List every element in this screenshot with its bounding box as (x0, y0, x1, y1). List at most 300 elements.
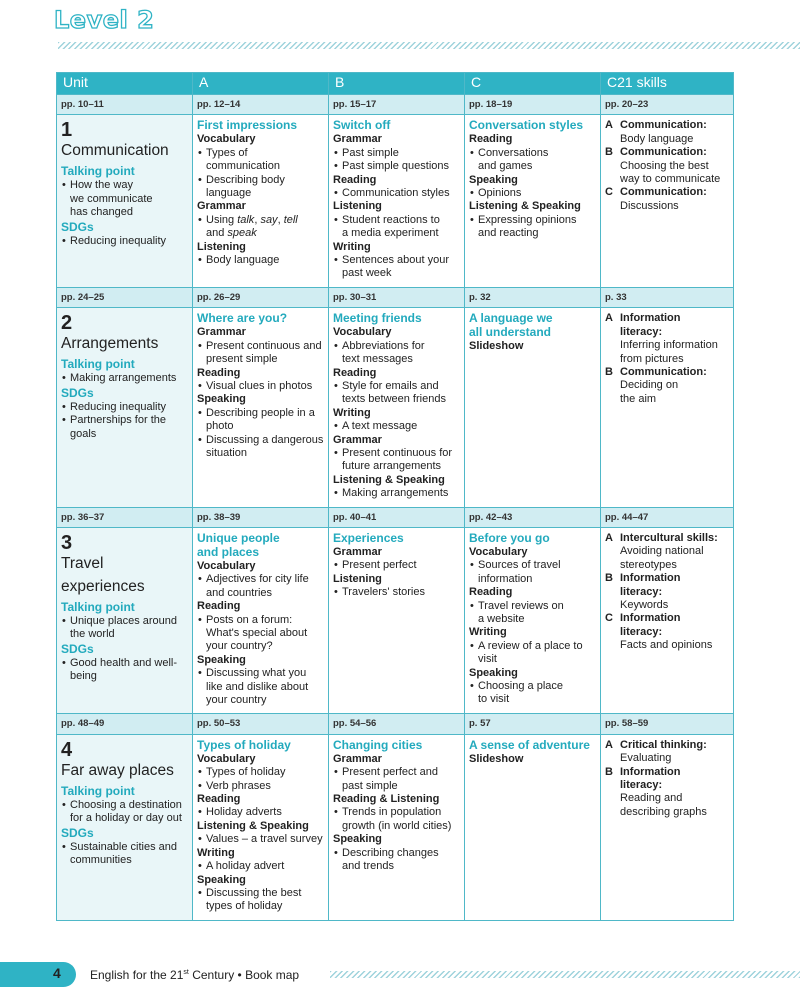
page-range: pp. 24–25 (57, 287, 193, 307)
list-item-line: • Choosing a place (478, 680, 564, 693)
c21-skill-text (620, 312, 729, 366)
skill-heading: Grammar (333, 133, 382, 146)
list-item-line: • How the way (70, 179, 133, 192)
c21-skills-cell (601, 734, 734, 920)
list-item (333, 380, 460, 407)
c21-lesson-letter: A (605, 312, 613, 325)
footer-title (90, 968, 299, 982)
page-number: 4 (53, 965, 61, 981)
list-item-line: communities (70, 854, 132, 867)
c21-skill-entry (605, 186, 729, 213)
c21-skill-text (620, 119, 729, 146)
unit-number: 2 (61, 312, 73, 335)
list-item (333, 806, 460, 833)
lesson-title: Experiences (333, 530, 404, 545)
page-range: pp. 48–49 (57, 714, 193, 734)
page-range: pp. 20–23 (601, 95, 734, 115)
skill-heading: Speaking (197, 393, 246, 406)
list-item-line: • Travel reviews on (478, 599, 564, 612)
lesson-title: A language we (469, 311, 553, 326)
list-item (333, 766, 460, 793)
c21-skill-heading: literacy: (620, 325, 663, 338)
list-item-line: past week (342, 267, 392, 280)
list-item-line: has changed (70, 206, 133, 219)
skill-heading: Reading (197, 793, 241, 806)
lesson-cell (329, 734, 465, 920)
list-item-line: • Good health and well- (70, 656, 178, 669)
skill-heading: Reading (333, 366, 377, 379)
skill-heading: Writing (469, 626, 507, 639)
footer-hatch-divider (330, 971, 800, 978)
list-item (197, 860, 324, 873)
c21-skill-detail: Inferring information (620, 339, 718, 352)
unit-cell (57, 308, 193, 507)
list-item (197, 766, 324, 779)
list-item-line: • Trends in population (342, 806, 442, 819)
c21-skill-detail: the aim (620, 392, 657, 405)
c21-skills-cell (601, 527, 734, 713)
list-item (197, 380, 324, 393)
list-item (333, 487, 460, 500)
list-item-line: future arrangements (342, 460, 442, 473)
c21-skill-heading: Information (620, 312, 681, 325)
list-item (469, 600, 596, 627)
c21-skill-entry (605, 532, 729, 572)
c21-skill-text (620, 766, 729, 820)
lesson-cell (193, 527, 329, 713)
unit-name: Travel (61, 554, 104, 572)
skill-heading: Listening (333, 200, 382, 213)
list-item-line: texts between friends (342, 393, 446, 406)
c21-skill-detail: describing graphs (620, 805, 707, 818)
skill-heading: Grammar (333, 433, 382, 446)
c21-skill-entry (605, 739, 729, 766)
page-range: pp. 26–29 (193, 287, 329, 307)
c21-lesson-letter: A (605, 119, 613, 132)
lesson-cell (329, 115, 465, 287)
lesson-cell (465, 308, 601, 507)
unit-cell (57, 527, 193, 713)
unit-number: 4 (61, 738, 73, 761)
unit-row (57, 734, 734, 920)
c21-skill-heading: literacy: (620, 779, 663, 792)
c21-skill-detail: way to communicate (620, 173, 721, 186)
list-item (197, 174, 324, 201)
skill-heading: Reading (469, 133, 513, 146)
skill-heading: Speaking (469, 666, 518, 679)
list-item-line: • Reducing inequality (70, 400, 167, 413)
list-item-line: • Student reactions to (342, 213, 440, 226)
c21-skill-entry (605, 572, 729, 612)
list-item-line: • Choosing a destination (70, 798, 182, 811)
lesson-title: all understand (469, 325, 552, 340)
skill-heading: Vocabulary (197, 133, 256, 146)
list-item (61, 401, 188, 414)
list-item (197, 573, 324, 600)
level-title: Level 2 (54, 6, 155, 34)
book-map-table (56, 72, 734, 921)
unit-number: 3 (61, 531, 73, 554)
c21-skill-text (620, 366, 729, 406)
list-item-line: • Sources of travel (478, 559, 561, 572)
list-item-line: and reacting (478, 227, 539, 240)
c21-skill-text (620, 739, 729, 766)
list-item-line: • Past simple questions (342, 160, 449, 173)
skill-heading: Writing (333, 406, 371, 419)
lesson-title: First impressions (197, 118, 298, 133)
list-item (61, 657, 188, 684)
list-item-line: • Posts on a forum: (206, 613, 293, 626)
sdgs-heading: SDGs (61, 641, 94, 656)
skill-heading: Listening & Speaking (469, 200, 581, 213)
c21-skill-detail: Discussions (620, 199, 679, 212)
list-item (197, 614, 324, 654)
list-item-line: your country? (206, 640, 273, 653)
c21-lesson-letter: A (605, 531, 613, 544)
skill-heading: Vocabulary (197, 559, 256, 572)
lesson-cell (329, 308, 465, 507)
lesson-cell (193, 734, 329, 920)
list-item (333, 447, 460, 474)
skill-heading: Listening & Speaking (333, 473, 445, 486)
header-hatch-divider (58, 42, 800, 49)
list-item-line: language (206, 187, 252, 200)
book-map-body (57, 95, 734, 921)
list-item (61, 414, 188, 441)
c21-skill-text (620, 146, 729, 186)
list-item (197, 407, 324, 434)
c21-skill-text (620, 612, 729, 652)
list-item-line: your country (206, 694, 267, 707)
skill-heading: Listening (197, 240, 246, 253)
page-range: p. 57 (465, 714, 601, 734)
c21-lesson-letter: B (605, 146, 613, 159)
list-item (61, 615, 188, 642)
list-item-line: past simple (342, 779, 398, 792)
list-item (61, 179, 188, 219)
page-range: pp. 58–59 (601, 714, 734, 734)
list-item (61, 235, 188, 248)
list-item (333, 147, 460, 160)
list-item (197, 434, 324, 461)
page-range: pp. 44–47 (601, 507, 734, 527)
skill-heading: Speaking (333, 833, 382, 846)
page-range: pp. 10–11 (57, 95, 193, 115)
list-item-line: growth (in world cities) (342, 819, 452, 832)
c21-skill-detail: Facts and opinions (620, 639, 713, 652)
list-item (333, 420, 460, 433)
list-item (197, 667, 324, 707)
pages-row (57, 507, 734, 527)
c21-lesson-letter: B (605, 572, 613, 585)
c21-skill-heading: Communication: (620, 146, 707, 159)
list-item-line: we communicate (70, 192, 153, 205)
skill-heading: Writing (197, 846, 235, 859)
list-item (197, 340, 324, 367)
list-item (469, 147, 596, 174)
skill-heading: Grammar (197, 326, 246, 339)
list-item-line: visit (478, 653, 497, 666)
list-item-line: • Holiday adverts (206, 806, 282, 819)
list-item-line: • Past simple (342, 146, 399, 159)
list-item-line: types of holiday (206, 900, 283, 913)
list-item (197, 254, 324, 267)
page-number-badge (0, 962, 76, 987)
list-item-line: information (478, 572, 533, 585)
list-item (197, 833, 324, 846)
lesson-title: Before you go (469, 530, 550, 545)
c21-skill-entry (605, 119, 729, 146)
skill-heading: Listening (333, 572, 382, 585)
page-range: p. 33 (601, 287, 734, 307)
c21-skill-heading: Communication: (620, 186, 707, 199)
table-header-row (57, 73, 734, 95)
list-item-line: • Verb phrases (206, 779, 271, 792)
list-item-line: and trends (342, 860, 394, 873)
lesson-title: Types of holiday (197, 737, 291, 752)
c21-skill-detail: Reading and (620, 792, 683, 805)
c21-skill-text (620, 572, 729, 612)
skill-heading: Slideshow (469, 752, 524, 765)
unit-row (57, 308, 734, 507)
list-item-line: • Expressing opinions (478, 213, 577, 226)
lesson-cell (193, 115, 329, 287)
c21-lesson-letter: A (605, 738, 613, 751)
list-item-line: to visit (478, 693, 510, 706)
list-item-line: • Visual clues in photos (206, 379, 313, 392)
lesson-title: Conversation styles (469, 118, 584, 133)
list-item (469, 187, 596, 200)
list-item-line: • Sustainable cities and (70, 840, 178, 853)
list-item-line: a media experiment (342, 227, 439, 240)
unit-cell (57, 734, 193, 920)
list-item-line: present simple (206, 353, 278, 366)
footer-text-before: English for the 21 (90, 968, 184, 982)
list-item (469, 680, 596, 707)
skill-heading: Reading (197, 600, 241, 613)
list-item-line: • Discussing what you (206, 667, 307, 680)
c21-skill-heading: Information (620, 765, 681, 778)
list-item-line: • Using talk, say, tell (206, 213, 298, 226)
skill-heading: Vocabulary (197, 752, 256, 765)
header-a: A (193, 73, 329, 95)
list-item-line: • Travelers' stories (342, 586, 425, 599)
list-item-line: • Types of holiday (206, 766, 286, 779)
list-item (197, 147, 324, 174)
list-item-line: • Describing people in a (206, 406, 315, 419)
c21-skill-detail: Evaluating (620, 752, 672, 765)
sdgs-heading: SDGs (61, 825, 94, 840)
list-item-line: • Making arrangements (70, 372, 177, 385)
list-item-line: photo (206, 420, 234, 433)
list-item-line: What's special about (206, 627, 308, 639)
c21-skill-heading: Critical thinking: (620, 738, 707, 751)
c21-skill-entry (605, 312, 729, 366)
list-item (61, 799, 188, 826)
talking-point-heading: Talking point (61, 783, 135, 798)
c21-skill-text (620, 532, 729, 572)
sdgs-heading: SDGs (61, 385, 94, 400)
skill-heading: Writing (333, 240, 371, 253)
list-item-line: • Conversations (478, 146, 549, 159)
list-item (469, 559, 596, 586)
list-item (61, 372, 188, 385)
list-item-line: • Present perfect (342, 559, 417, 572)
pages-row (57, 95, 734, 115)
pages-row (57, 287, 734, 307)
list-item-line: being (70, 670, 97, 683)
list-item-line: and countries (206, 586, 273, 599)
list-item-line: • Adjectives for city life (206, 573, 309, 586)
list-item-line: • Describing body (206, 173, 285, 186)
skill-heading: Speaking (469, 173, 518, 186)
footer-superscript: st (183, 969, 189, 976)
skill-heading: Grammar (333, 752, 382, 765)
lesson-title: Switch off (333, 118, 391, 133)
lesson-title: Unique people (197, 530, 280, 545)
c21-skill-entry (605, 366, 729, 406)
c21-skill-detail: Choosing the best (620, 159, 709, 172)
skill-heading: Reading (333, 173, 377, 186)
lesson-title: and places (197, 544, 260, 559)
list-item-line: like and dislike about (206, 680, 309, 693)
list-item (197, 887, 324, 914)
list-item (333, 187, 460, 200)
list-item-line: • Making arrangements (342, 487, 449, 500)
list-item-line: • A holiday advert (206, 860, 285, 873)
list-item (333, 586, 460, 599)
skill-heading: Listening & Speaking (197, 819, 309, 832)
list-item (333, 559, 460, 572)
skill-heading: Grammar (333, 545, 382, 558)
lesson-title: A sense of adventure (469, 737, 590, 752)
list-item-line: • Present perfect and (342, 766, 439, 779)
page-range: pp. 42–43 (465, 507, 601, 527)
page-range: pp. 36–37 (57, 507, 193, 527)
c21-lesson-letter: B (605, 365, 613, 378)
c21-lesson-letter: C (605, 186, 613, 199)
c21-skill-heading: literacy: (620, 585, 663, 598)
talking-point-heading: Talking point (61, 164, 135, 179)
c21-skill-detail: Keywords (620, 599, 669, 611)
list-item (333, 847, 460, 874)
list-item (197, 806, 324, 819)
unit-cell (57, 115, 193, 287)
list-item-line: a website (478, 613, 525, 625)
list-item-line: for a holiday or day out (70, 812, 182, 825)
list-item-line: • Present continuous and (206, 339, 322, 352)
c21-skills-cell (601, 115, 734, 287)
c21-skill-detail: Body language (620, 132, 694, 145)
c21-skill-detail: from pictures (620, 352, 684, 365)
list-item-line: • Reducing inequality (70, 234, 167, 247)
footer-text-after: Century • Book map (188, 968, 300, 982)
skill-heading: Speaking (197, 653, 246, 666)
list-item-line: • Style for emails and (342, 379, 439, 392)
list-item-line: • Types of (206, 146, 248, 159)
unit-name: experiences (61, 577, 145, 595)
list-item-line: • Partnerships for the (70, 414, 166, 427)
c21-skill-text (620, 186, 729, 213)
skill-heading: Reading (469, 586, 513, 599)
list-item (197, 214, 324, 241)
skill-heading: Slideshow (469, 340, 524, 353)
skill-heading: Vocabulary (333, 326, 392, 339)
list-item-line: communication (206, 160, 280, 173)
lesson-title: Meeting friends (333, 311, 422, 326)
skill-heading: Speaking (197, 873, 246, 886)
list-item-line: text messages (342, 353, 413, 366)
list-item-line: • Discussing the best (206, 886, 302, 899)
page-range: pp. 38–39 (193, 507, 329, 527)
c21-skill-entry (605, 146, 729, 186)
list-item (197, 780, 324, 793)
c21-skill-heading: Intercultural skills: (620, 531, 718, 544)
talking-point-heading: Talking point (61, 599, 135, 614)
lesson-cell (329, 527, 465, 713)
c21-skill-heading: Communication: (620, 119, 707, 132)
list-item-line: • Communication styles (342, 187, 450, 200)
c21-skill-detail: Deciding on (620, 379, 679, 392)
list-item (333, 254, 460, 281)
list-item (469, 640, 596, 667)
pages-row (57, 714, 734, 734)
lesson-title: Changing cities (333, 737, 423, 752)
lesson-title: Where are you? (197, 311, 288, 326)
list-item-line: and speak (206, 227, 257, 240)
list-item-line: • Discussing a dangerous (206, 433, 324, 446)
list-item (333, 214, 460, 241)
list-item (333, 160, 460, 173)
list-item (469, 214, 596, 241)
c21-lesson-letter: C (605, 612, 613, 625)
list-item-line: and games (478, 160, 533, 173)
unit-number: 1 (61, 119, 73, 142)
list-item-line: • Sentences about your (342, 254, 450, 267)
page-range: pp. 30–31 (329, 287, 465, 307)
header-c21-skills: C21 skills (601, 73, 734, 95)
page-range: pp. 40–41 (329, 507, 465, 527)
list-item-line: • Opinions (478, 187, 522, 200)
c21-skill-heading: Information (620, 572, 681, 585)
list-item-line: • Body language (206, 254, 280, 267)
unit-row (57, 527, 734, 713)
header-unit: Unit (57, 73, 193, 95)
page-range: pp. 54–56 (329, 714, 465, 734)
list-item (333, 340, 460, 367)
skill-heading: Reading (197, 366, 241, 379)
c21-skill-entry (605, 612, 729, 652)
talking-point-heading: Talking point (61, 357, 135, 372)
header-c: C (465, 73, 601, 95)
c21-skill-entry (605, 766, 729, 820)
page-range: p. 32 (465, 287, 601, 307)
page-range: pp. 18–19 (465, 95, 601, 115)
page-range: pp. 12–14 (193, 95, 329, 115)
c21-skill-detail: stereotypes (620, 558, 677, 571)
c21-skill-heading: Information (620, 612, 681, 625)
header-b: B (329, 73, 465, 95)
page-range: pp. 50–53 (193, 714, 329, 734)
lesson-cell (465, 115, 601, 287)
c21-skill-heading: literacy: (620, 625, 663, 638)
page-range: pp. 15–17 (329, 95, 465, 115)
list-item-line: • Values – a travel survey (206, 833, 323, 846)
list-item-line: goals (70, 427, 97, 440)
list-item-line: • Describing changes (342, 846, 439, 859)
unit-name: Arrangements (61, 335, 159, 353)
unit-name: Communication (61, 142, 169, 160)
